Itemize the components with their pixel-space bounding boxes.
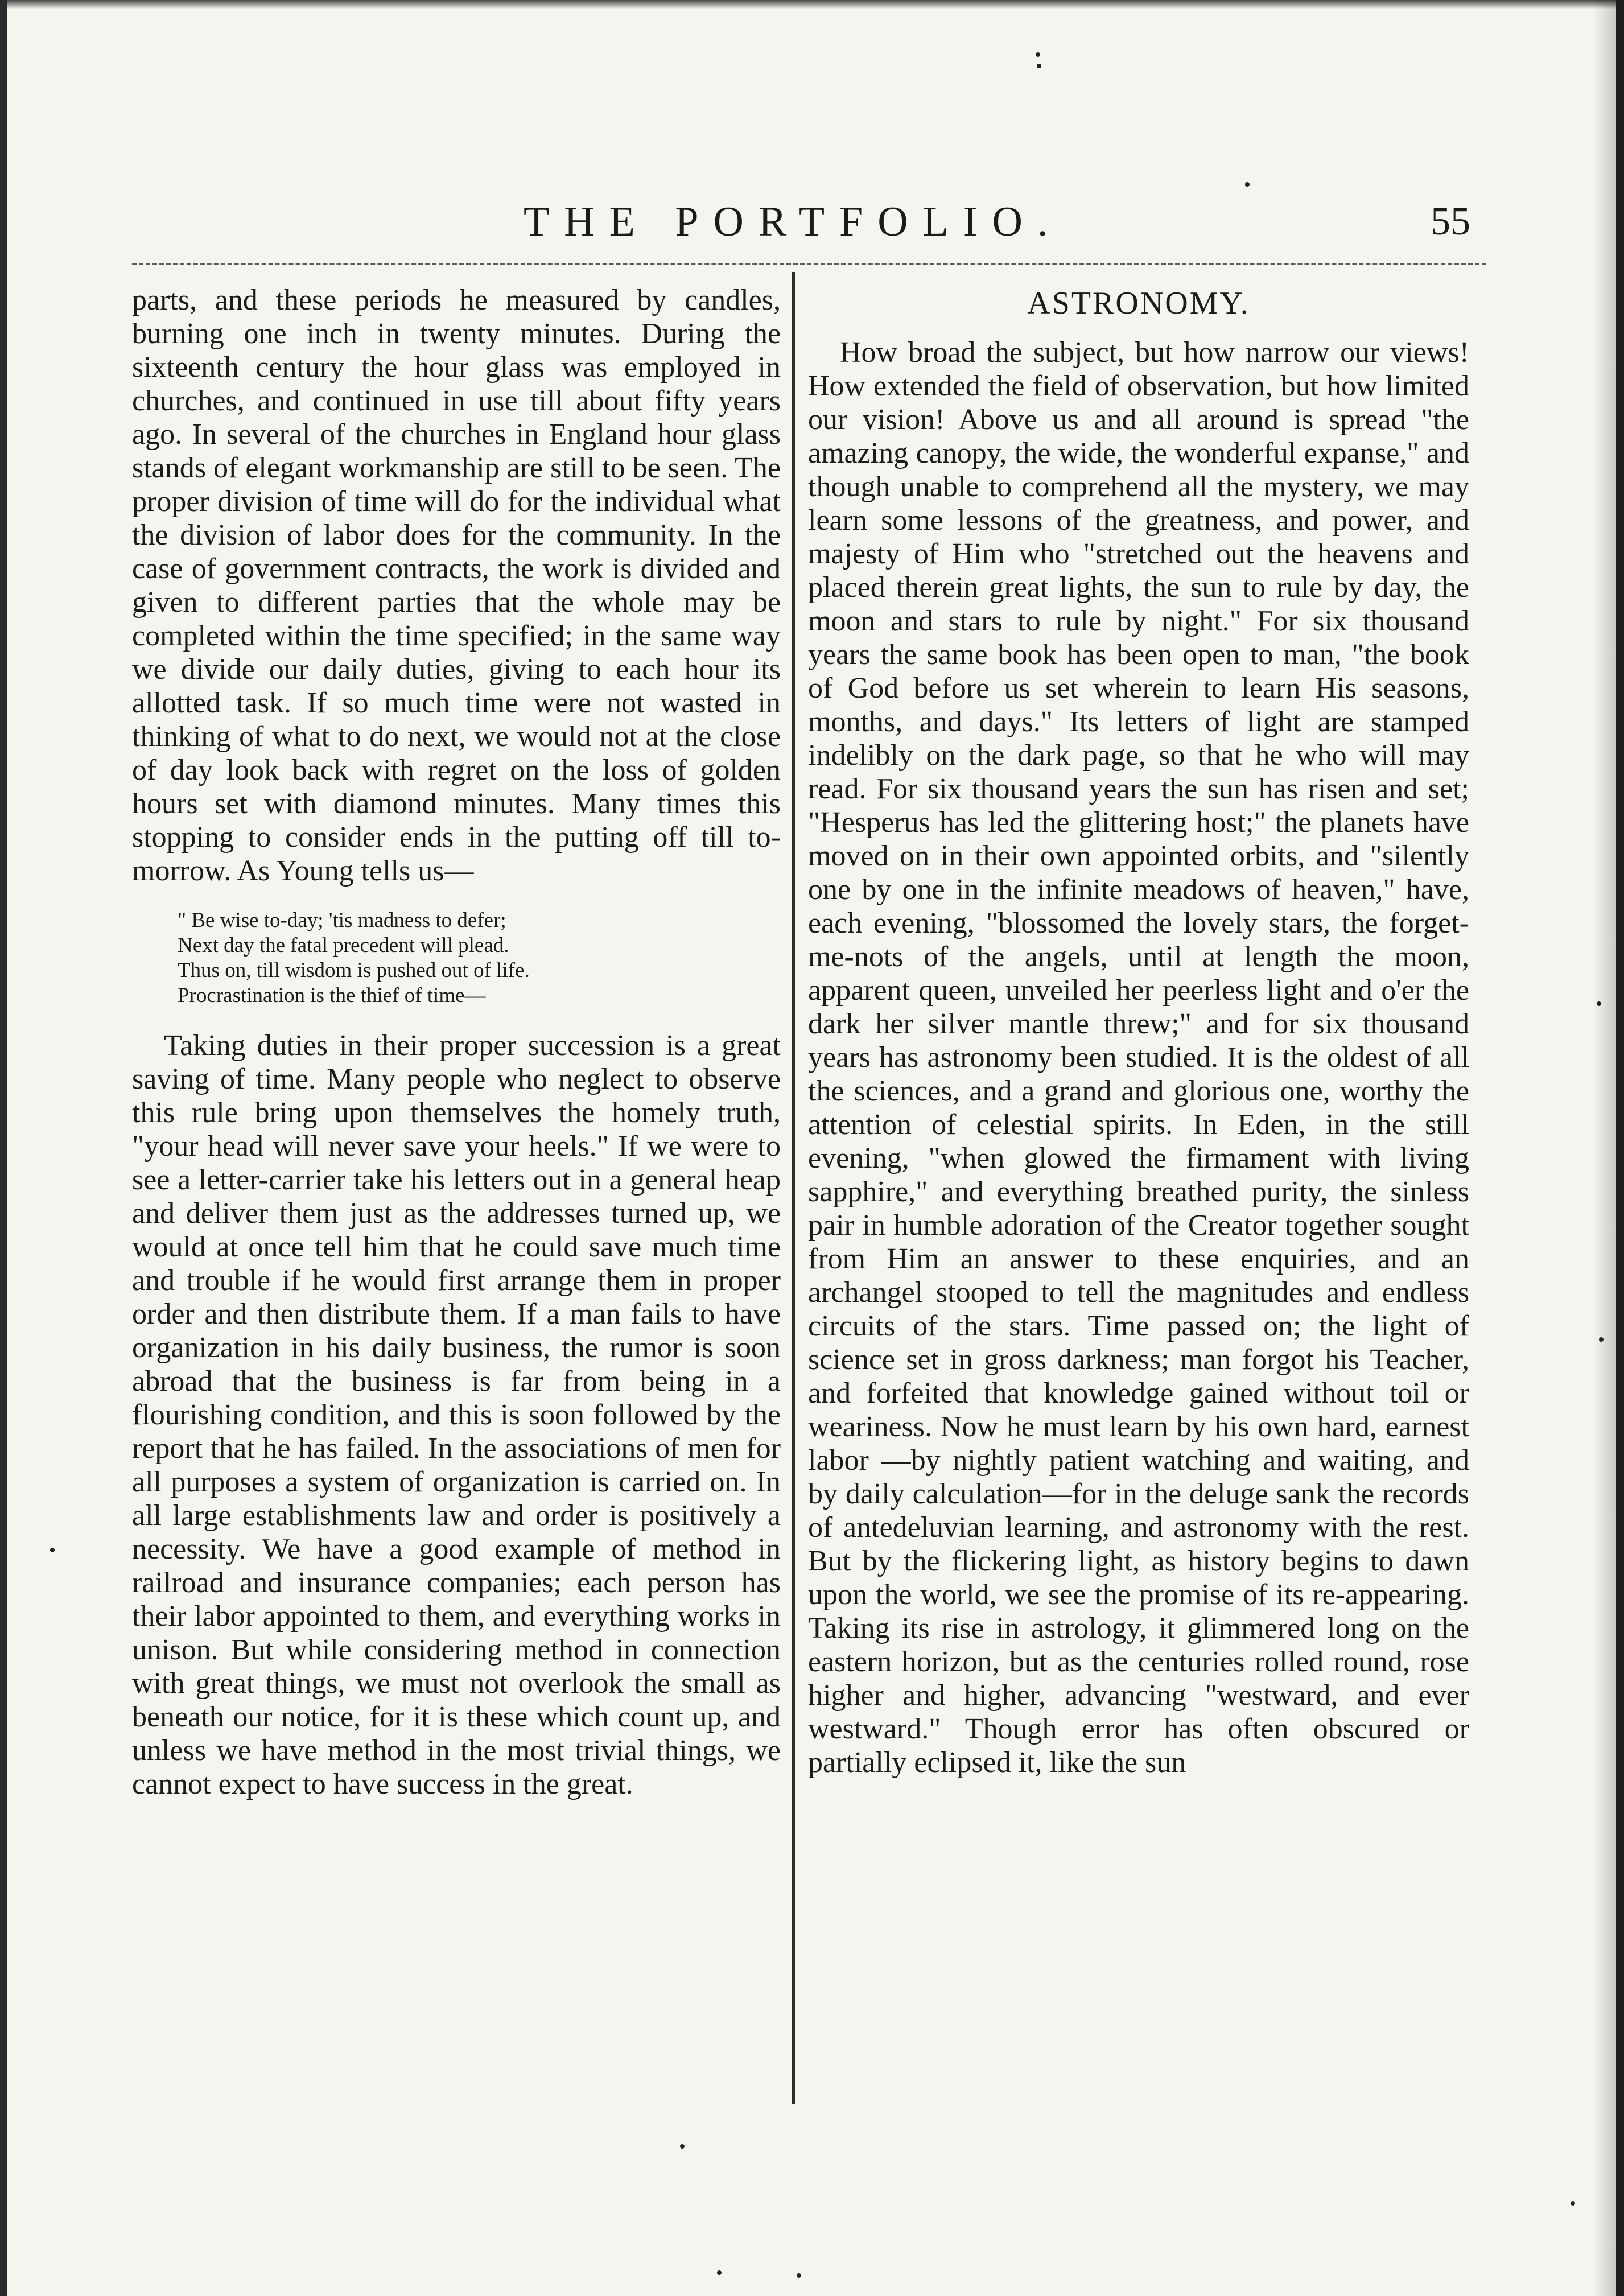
section-heading: ASTRONOMY.: [1027, 286, 1250, 321]
right-column: [808, 283, 1469, 1779]
scan-edge-top: [0, 0, 1624, 9]
running-title: THE PORTFOLIO.: [524, 199, 1063, 245]
header-rule: [132, 263, 1486, 265]
running-head: [0, 193, 1624, 250]
scan-edge-left: [0, 0, 7, 2296]
left-paragraph-continued: parts, and these periods he measured by candles, burning one inch in twenty minutes. During the sixteenth century the hour glass was employed in churches, and continued in use till about fifty years ago. In several of the churches in England hour glass stands of elegant workmanship are still to be seen. The proper division of time will do for the individual what the division of labor does for the community. In the case of government contracts, the work is divided and given to different parties that the whole may be completed within the time specified; in the same way we divide our daily duties, giving to each hour its allotted task. If so much time were not wasted in thinking of what to do next, we would not at the close of day look back with regret on the loss of golden hours set with diamond minutes. Many times this stopping to consider ends in the putting off till to-morrow. As Young tells us—: [132, 284, 781, 887]
left-paragraph-method: Taking duties in their proper succession is a great saving of time. Many people who neglect to observe this rule bring upon themselves the homely truth, "your head will never save your heels." If we were to see a letter-carrier take his letters out in a general heap and deliver them just as the addresses turned up, we would at once tell him that he could save much time and trouble if he would first arrange them in proper order and then distribute them. If a man fails to have organization in his daily business, the rumor is soon abroad that the business is far from being in a flourishing condition, and this is soon followed by the report that he has failed. In the associations of men for all purposes a system of organization is carried on. In all large establishments law and order is positively a necessity. We have a good example of method in railroad and insurance companies; each person has their labor appointed to them, and everything works in unison. But while considering method in connection with great things, we must not overlook the small as beneath our notice, for it is these which count up, and unless we have method in the most trivial things, we cannot expect to have success in the great.: [132, 1029, 781, 1800]
page-number: 55: [1431, 200, 1470, 244]
verse-line: Thus on, till wisdom is pushed out of life.: [178, 959, 530, 982]
column-divider: [792, 272, 795, 2104]
verse-quotation: [178, 908, 781, 1008]
scan-edge-right: [1616, 0, 1624, 2296]
left-column: [132, 283, 781, 1801]
right-paragraph-astronomy: How broad the subject, but how narrow our views! How extended the field of observation, but how limited our vision! Above us and all around is spread "the amazing canopy, the wide, the wonderful expanse," and though unable to comprehend all the mystery, we may learn some lessons of the greatness, and power, and majesty of Him who "stretched out the heavens and placed therein great lights, the sun to rule by day, the moon and stars to rule by night." For six thousand years the same book has been open to man, "the book of God before us set wherein to learn His seasons, months, and days." Its letters of light are stamped indelibly on the dark page, so that he who will may read. For six thousand years the sun has risen and set; "Hesperus has led the glittering host;" the planets have moved on in their own appointed orbits, and "silently one by one in the infinite meadows of heaven," have, each evening, "blossomed the lovely stars, the forget-me-nots of the angels, until at length the moon, apparent queen, unveiled her peerless light and o'er the dark her silver mantle threw;" and for six thousand years has astronomy been studied. It is the oldest of all the sciences, and a grand and glorious one, worthy the attention of celestial spirits. In Eden, in the still evening, "when glowed the firmament with living sapphire," and everything breathed purity, the sinless pair in humble adoration of the Creator together sought from Him an answer to these enquiries, and an archangel stooped to tell the magnitudes and endless circuits of the stars. Time passed on; the light of science set in gross darkness; man forgot his Teacher, and forfeited that knowledge gained without toil or weariness. Now he must learn by his own hard, earnest labor —by nightly patient watching and waiting, and by daily calculation—for in the deluge sank the records of antedeluvian learning, and astronomy with the rest. But by the flickering light, as history begins to dawn upon the world, we see the promise of its re-appearing. Taking its rise in astrology, it glimmered long on the eastern horizon, but as the centuries rolled round, rose higher and higher, advancing "westward, and ever westward." Though error has often obscured or partially eclipsed it, like the sun: [808, 336, 1469, 1779]
verse-line: Procrastination is the thief of time—: [178, 984, 486, 1007]
verse-line: " Be wise to-day; 'tis madness to defer;: [178, 909, 506, 932]
scan-edge-shadow: [1593, 0, 1616, 2296]
verse-line: Next day the fatal precedent will plead.: [178, 934, 509, 957]
